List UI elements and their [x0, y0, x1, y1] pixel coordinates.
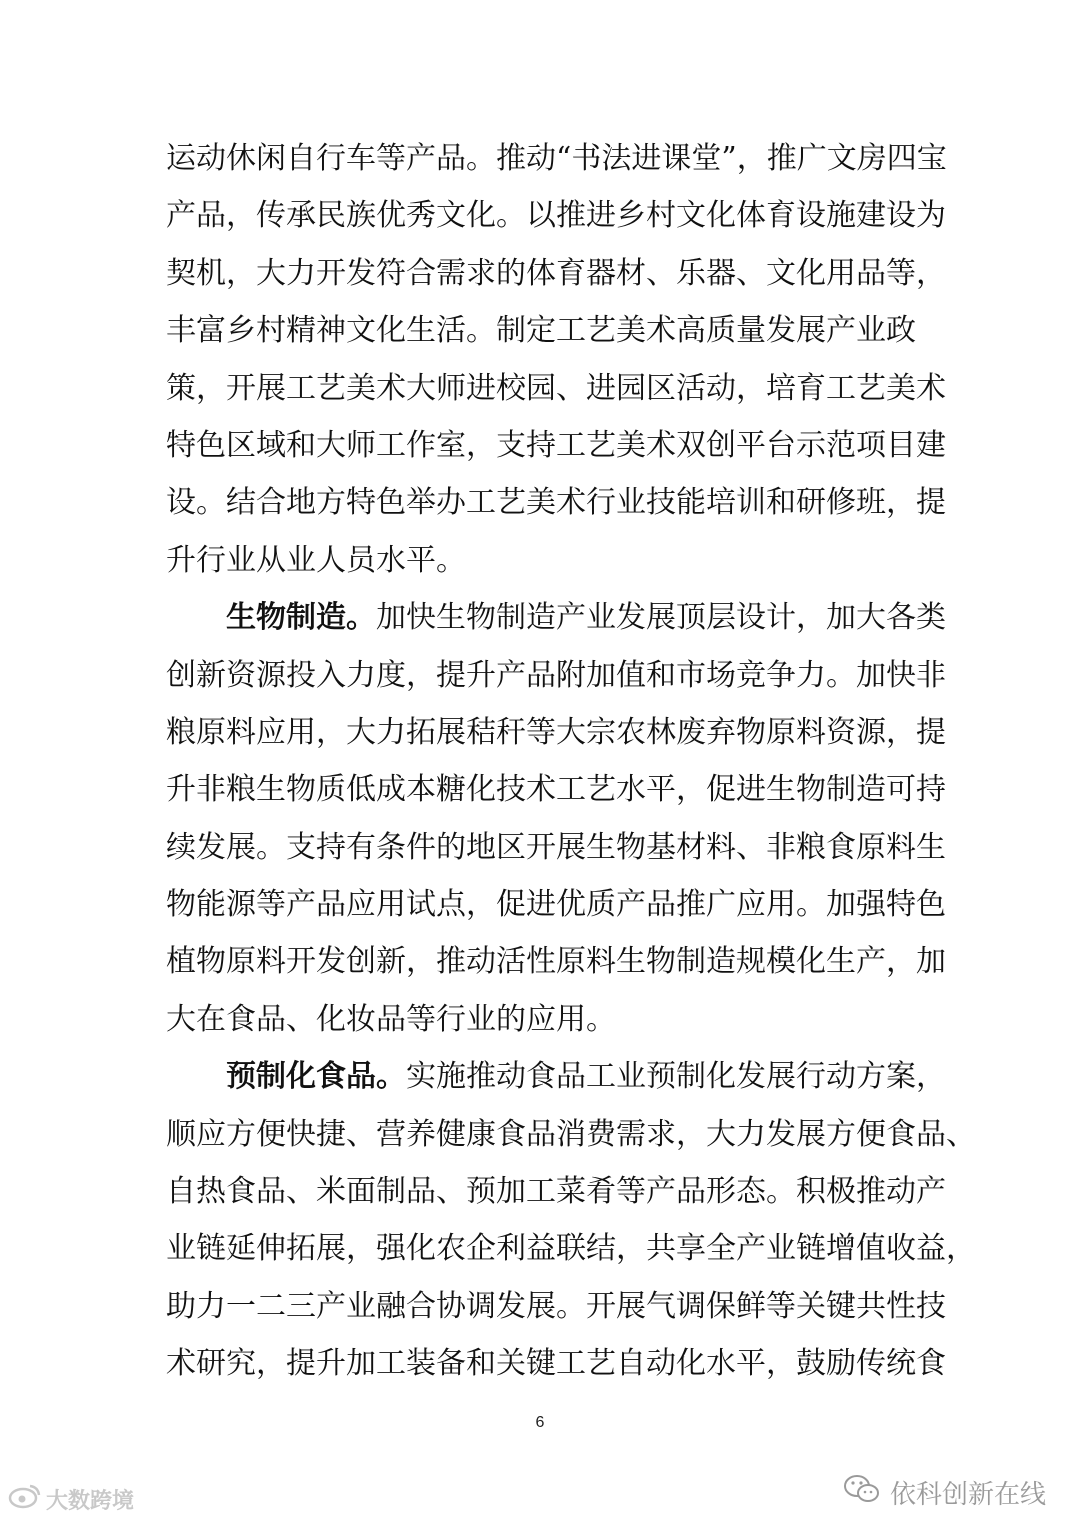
text-line: 加 快 生 物 制 造 产 业 发 展 顶 层 设 计 ， 加 大 各 类 — [376, 600, 946, 636]
text-line: 契 机 ， 大 力 开 发 符 合 需 求 的 体 育 器 材 、 乐 器 、 文 化 用 品 等 ， — [166, 255, 946, 291]
text-line: 特 色 区 域 和 大 师 工 作 室 ， 支 持 工 艺 美 术 双 创 平 台 示 范 项 目 建 — [166, 427, 946, 463]
text-line: 运 动 休 闲 自 行 车 等 产 品 。 推 动 “ 书 法 进 课 堂 ” ， 推 广 文 房 四 宝 — [166, 141, 947, 176]
text-line: 升 非 粮 生 物 质 低 成 本 糖 化 技 术 工 艺 水 平 ， 促 进 生 物 制 造 可 持 — [166, 772, 946, 808]
text-line: 物 能 源 等 产 品 应 用 试 点 ， 促 进 优 质 产 品 推 广 应 用 。 加 强 特 色 — [166, 887, 946, 923]
text-line: 业 链 延 伸 拓 展 ， 强 化 农 企 利 益 联 结 ， 共 享 全 产 业 链 增 值 收 益 ， — [166, 1231, 976, 1267]
text-line: 自 热 食 品 、 米 面 制 品 、 预 加 工 菜 肴 等 产 品 形 态 。 积 极 推 动 产 — [166, 1174, 946, 1210]
paragraph-first-line — [166, 1048, 946, 1105]
watermark-right — [842, 1473, 1046, 1512]
section-heading: 预制化食品。 — [226, 1059, 406, 1095]
text-line: 设 。 结 合 地 方 特 色 举 办 工 艺 美 术 行 业 技 能 培 训 和 研 修 班 ， 提 — [166, 485, 946, 521]
text-line: 植 物 原 料 开 发 创 新 ， 推 动 活 性 原 料 生 物 制 造 规 模 化 生 产 ， 加 — [166, 944, 946, 980]
text-line: 术 研 究 ， 提 升 加 工 装 备 和 关 键 工 艺 自 动 化 水 平 ， 鼓 励 传 统 食 — [166, 1346, 946, 1382]
watermark-left-text: 大数跨境 — [46, 1488, 135, 1514]
watermark-left — [8, 1483, 134, 1515]
text-line: 丰 富 乡 村 精 神 文 化 生 活 。 制 定 工 艺 美 术 高 质 量 发 展 产 业 政 — [166, 313, 916, 349]
weibo-logo-icon — [8, 1483, 42, 1515]
watermark-right-text: 依科创新在线 — [889, 1480, 1046, 1510]
text-line: 顺 应 方 便 快 捷 、 营 养 健 康 食 品 消 费 需 求 ， 大 力 发 展 方 便 食 品 、 — [166, 1116, 976, 1152]
text-line: 大在食品、化妆品等行业的应用。 — [166, 1001, 616, 1037]
text-line: 粮 原 料 应 用 ， 大 力 拓 展 秸 秆 等 大 宗 农 林 废 弃 物 原 料 资 源 ， 提 — [166, 714, 946, 750]
text-line: 续 发 展 。 支 持 有 条 件 的 地 区 开 展 生 物 基 材 料 、 非 粮 食 原 料 生 — [166, 829, 946, 865]
document-body — [166, 130, 976, 1393]
wechat-logo-icon — [842, 1473, 882, 1512]
text-line: 创 新 资 源 投 入 力 度 ， 提 升 产 品 附 加 值 和 市 场 竞 争 力 。 加 快 非 — [166, 657, 946, 693]
text-line: 助 力 一 二 三 产 业 融 合 协 调 发 展 。 开 展 气 调 保 鲜 等 关 键 共 性 技 — [166, 1288, 946, 1324]
paragraph-first-line — [166, 589, 946, 646]
text-line: 产 品 ， 传 承 民 族 优 秀 文 化 。 以 推 进 乡 村 文 化 体 育 设 施 建 设 为 — [166, 198, 946, 234]
text-line: 策 ， 开 展 工 艺 美 术 大 师 进 校 园 、 进 园 区 活 动 ， 培 育 工 艺 美 术 — [166, 370, 946, 406]
section-heading: 生物制造。 — [226, 600, 376, 636]
text-line: 实 施 推 动 食 品 工 业 预 制 化 发 展 行 动 方 案 ， — [406, 1059, 946, 1095]
page-number: 6 — [535, 1414, 545, 1431]
text-line: 升行业从业人员水平。 — [166, 542, 466, 578]
